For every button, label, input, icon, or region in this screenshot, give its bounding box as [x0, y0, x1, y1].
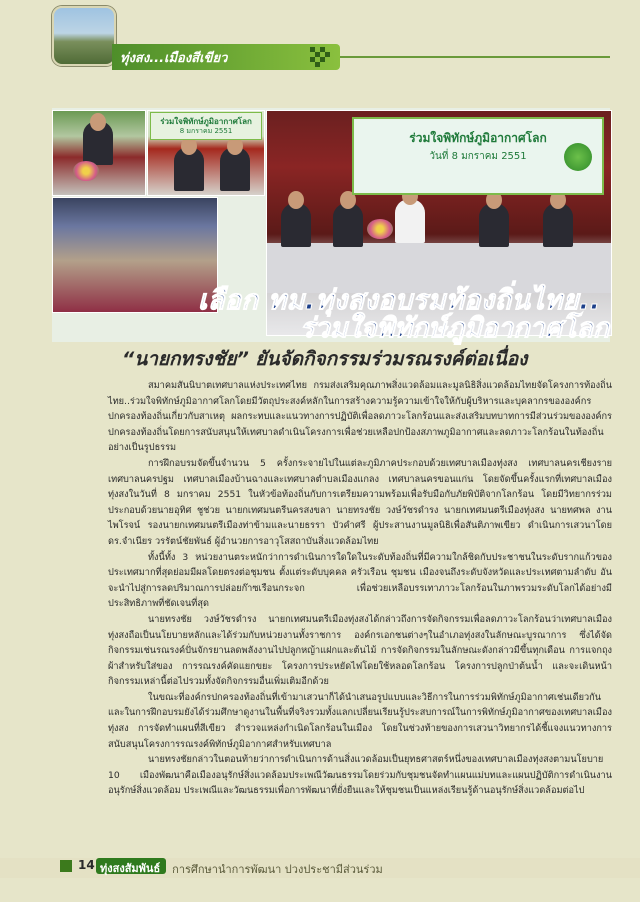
- article-paragraph-1: สมาคมสันนิบาตเทศบาลแห่งประเทศไทย กรมส่งเสริมคุณภาพสิ่งแวดล้อมและมูลนิธิสิ่งแวดล้อมไทยจัดโครงการท้องถิ่นไทย..ร่วมใจพิทักษ์ภูมิอากาศโลกโดยมีวัตถุประสงค์หลักในการสร้างความรู้ความเข้าใจให้กับผู้บริหารและบุคลากรขององค์กรปกครองท้องถิ่นเกี่ยวกับสาเหตุ ผลกระทบและแนวทางการปฏิบัติเพื่อลดภาวะโลกร้อนและส่งเสริมบทบาทการมีส่วนร่วมขององค์กรปกครองท้องถิ่นโดยการสนับสนุนให้เทศบาลดำเนินโครงการเพื่อช่วยเหลือปกป้องสภาพภูมิอากาศและลดภาวะโลกร้อนในท้องถิ่นอย่างเป็นรูปธรรม: [108, 380, 612, 454]
- headline-line-1: เลือก ทม.ทุ่งสงอบรมท้องถิ่นไทย..: [198, 285, 601, 316]
- photo-speaker: [52, 110, 146, 196]
- header-thumbnail-photo: [52, 6, 116, 66]
- article-paragraph-3: ทั้งนี้ทั้ง 3 หน่วยงานตระหนักว่าการดำเนินการใดใดในระดับท้องถิ่นที่มีความใกล้ชิดกับประชาชนในระดับรากแก้วของประเทศมากที่สุดย่อมมีผลโดยตรงต่อชุมชน ตั้งแต่ระดับบุคคล ครัวเรือน ชุมชน เมืองจนถึงระดับจังหวัดและประเทศตามลำดับ อันจะนำไปสู่การลดปริมาณการปล่อยก๊าซเรือนกระจก เพื่อช่วยเหลือบรรเทาภาวะโลกร้อนในภาพรวมระดับโลกได้อย่างมีประสิทธิภาพที่ชัดเจนที่สุด: [108, 551, 612, 610]
- section-title: ทุ่งสง...เมืองสีเขียว: [120, 51, 228, 66]
- banner-logo-icon: [564, 143, 592, 171]
- headline-line-2: ร่วมใจพิทักษ์ภูมิอากาศโลก: [300, 313, 610, 344]
- article-paragraph-6: นายทรงชัยกล่าวในตอนท้ายว่าการดำเนินการด้านสิ่งแวดล้อมเป็นยุทธศาสตร์หนึ่งของเทศบาลเมืองทุ่งสงตามนโยบาย 10 เมืองพัฒนาคือเมืองอนุรักษ์สิ่งแวดล้อมประเพณีวัฒนธรรมโดยร่วมกับชุมชนจัดทำแผนแม่บทและแผนปฏิบัติการดำเนินงานอนุรักษ์สิ่งแวดล้อม ประเพณีและวัฒนธรรมเพื่อการพัฒนาที่ยั่งยืนและให้ชุมชนเป็นแหล่งเรียนรู้ด้านอนุรักษ์สิ่งแวดล้อมต่อไป: [108, 754, 612, 797]
- article-body: [108, 378, 612, 799]
- article-paragraph-5: ในขณะที่องค์กรปกครองท้องถิ่นที่เข้ามาเสวนาก็ได้นำเสนอรูปแบบและวิธีการในการร่วมพิทักษ์ภูมิอากาศเช่นเดียวกันและในการฝึกอบรมยังได้ร่วมศึกษาดูงานในพื้นที่จริงรวมทั้งแลกเปลี่ยนเรียนรู้ประสบการณ์ในการพิทักษ์ภูมิอากาศของเทศบาลเมืองทุ่งสง การจัดทำแผนที่สีเขียว สำรวจแหล่งกำเนิดโลกร้อนในเมือง โดยในช่วงท้ายของการเสวนาวิทยากรได้ชี้แจงแนวทางการสนับสนุนโครงการรณรงค์พิทักษ์ภูมิอากาศสำหรับเทศบาล: [108, 691, 612, 750]
- page-number: 14: [78, 858, 95, 872]
- header-rule: [340, 56, 610, 58]
- small-banner-title: ร่วมใจพิทักษ์ภูมิอากาศโลก: [160, 117, 252, 126]
- banner-title: ร่วมใจพิทักษ์ภูมิอากาศโลก: [409, 131, 547, 145]
- subheadline: “นายกทรงชัย” ยันจัดกิจกรรมร่วมรณรงค์ต่อเนื่อง: [122, 348, 528, 370]
- footer-square-icon: [60, 860, 72, 872]
- banner-date: วันที่ 8 มกราคม 2551: [429, 151, 527, 162]
- article-paragraph-4: นายทรงชัย วงษ์วัชรดำรง นายกเทศมนตรีเมืองทุ่งสงได้กล่าวถึงการจัดกิจกรรมเพื่อลดภาวะโลกร้อนว่าเทศบาลเมืองทุ่งสงถือเป็นนโยบายหลักและได้ร่วมกับหน่วยงานทั้งราชการ องค์กรเอกชนต่างๆในอำเภอทุ่งสงในลักษณะบูรณาการ ซึ่งได้จัดกิจกรรมเช่นรณรงค์ปั่นจักรยานลดพลังงานไปปลูกหญ้าแฝกและต้นไม้ การจัดกิจกรรมในลักษณะดังกล่าวมีขึ้นทุกเดือน การแจกถุงผ้าสำหรับใส่ของ การรณรงค์คัดแยกขยะ โครงการประหยัดไฟโดยใช้หลอดโลกร้อน โครงการปลูกป่าต้นน้ำ และจะเดินหน้ากิจกรรมเหล่านี้ต่อไปรวมทั้งจัดกิจกรรมอื่นเพิ่มเติมอีกด้วย: [108, 613, 612, 688]
- small-event-banner: [150, 112, 262, 140]
- footer-brand: ทุ่งสงสัมพันธ์: [100, 862, 161, 875]
- checker-ornament-icon: [310, 47, 330, 67]
- photo-audience: [52, 197, 218, 313]
- article-paragraph-2: การฝึกอบรมจัดขึ้นจำนวน 5 ครั้งกระจายไปในแต่ละภูมิภาคประกอบด้วยเทศบาลเมืองทุ่งสง เทศบาลนครเชียงราย เทศบาลนครปฐม เทศบาลเมืองบ้านฉางและเทศบาลตำบลเมืองแกลง เทศบาลนครขอนแก่น โดยจัดขึ้นครั้งแรกที่เทศบาลเมืองทุ่งสงในวันที่ 8 มกราคม 2551 ในหัวข้อท้องถิ่นกับการเตรียมความพร้อมเพื่อรับมือกับภัยพิบัติจากโลกร้อน โดยมีวิทยากรร่วมประกอบด้วยนายอุทิศ ชูช่วย นายกเทศมนตรีนครสงขลา นายทรงชัย วงษ์วัชรดำรง นายกเทศมนตรีเมืองทุ่งสง นายทศพล งานไพโรจน์ รองนายกเทศมนตรีเมืองท่าข้ามและนายธรรา บัวคำศรี ผู้ประสานงานมูลนิธิเพื่อสันติภาพเขียว ดำเนินการเสวนาโดย ดร.จำเนียร วรรัตน์ชัยพันธ์ ผู้อำนวยการอาวุโสสถาบันสิ่งแวดล้อมไทย: [108, 457, 612, 547]
- small-banner-date: 8 มกราคม 2551: [179, 127, 233, 135]
- footer-slogan: การศึกษานำการพัฒนา ปวงประชามีส่วนร่วม: [172, 863, 383, 876]
- main-event-banner: [352, 117, 604, 195]
